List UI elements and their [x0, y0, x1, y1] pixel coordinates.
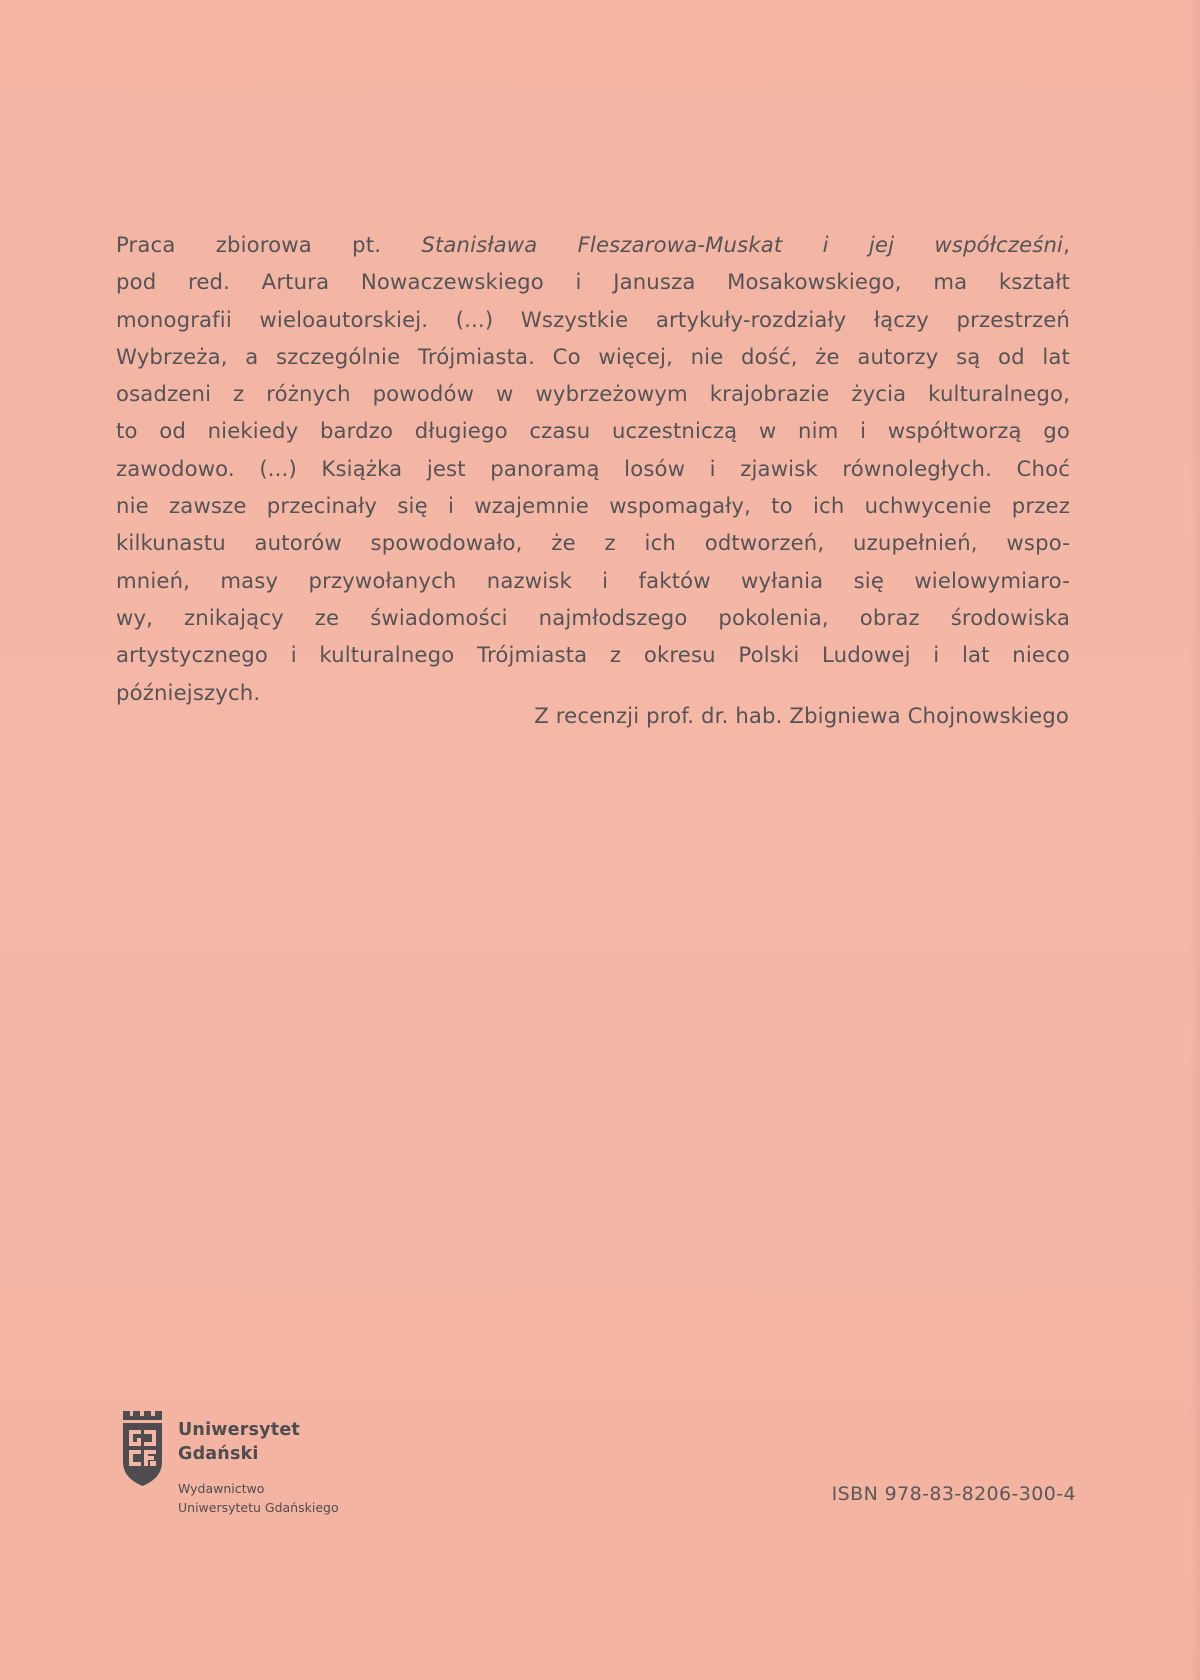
blurb-line: monografii wieloautorskiej. (...) Wszystkie artykuły-rozdziały łączy przestrzeń	[116, 306, 1070, 332]
publisher-imprint	[178, 1479, 339, 1517]
publisher-name-line: Uniwersytet	[178, 1420, 300, 1440]
blurb-line: osadzeni z różnych powodów w wybrzeżowym krajobrazie życia kulturalnego,	[116, 381, 1070, 407]
blurb-text	[116, 226, 1070, 711]
blurb-line: pod red. Artura Nowaczewskiego i Janusza Mosakowskiego, ma kształt	[116, 269, 1070, 295]
blurb-line: kilkunastu autorów spowodowało, że z ich odtworzeń, uzupełnień, wspo-	[116, 530, 1070, 556]
blurb-line: wy, znikający ze świadomości najmłodszego pokolenia, obraz środowiska	[116, 604, 1070, 630]
blurb-line: artystycznego i kulturalnego Trójmiasta z okresu Polski Ludowej i lat nieco	[116, 642, 1070, 668]
book-title-italic: Stanisława Fleszarowa-Muskat i jej współcześni	[421, 232, 1064, 257]
blurb-comma: ,	[1063, 232, 1070, 257]
blurb-line: to od niekiedy bardzo długiego czasu uczestniczą w nim i współtworzą go	[116, 418, 1070, 444]
blurb-line: mnień, masy przywołanych nazwisk i faktów wyłania się wielowymiaro-	[116, 567, 1070, 593]
publisher-imprint-line: Wydawnictwo	[178, 1481, 265, 1496]
university-crest-icon	[122, 1410, 166, 1488]
isbn: ISBN 978-83-8206-300-4	[831, 1483, 1076, 1505]
publisher-imprint-line: Uniwersytetu Gdańskiego	[178, 1500, 339, 1515]
blurb-line: Wybrzeża, a szczególnie Trójmiasta. Co więcej, nie dość, że autorzy są od lat	[116, 343, 1070, 369]
publisher-name	[178, 1418, 300, 1466]
publisher-name-line: Gdański	[178, 1444, 259, 1464]
blurb-line: nie zawsze przecinały się i wzajemnie wspomagały, to ich uchwycenie przez	[116, 493, 1070, 519]
blurb-line: zawodowo. (...) Książka jest panoramą losów i zjawisk równoległych. Choć	[116, 455, 1070, 481]
blurb-line-text: Praca zbiorowa pt.	[116, 232, 382, 257]
blurb-line	[116, 226, 1070, 263]
reviewer-attribution: Z recenzji prof. dr. hab. Zbigniewa Chojnowskiego	[534, 703, 1069, 728]
blurb-line: późniejszych.	[116, 679, 261, 705]
cover-edge-shadow	[1190, 0, 1200, 1680]
